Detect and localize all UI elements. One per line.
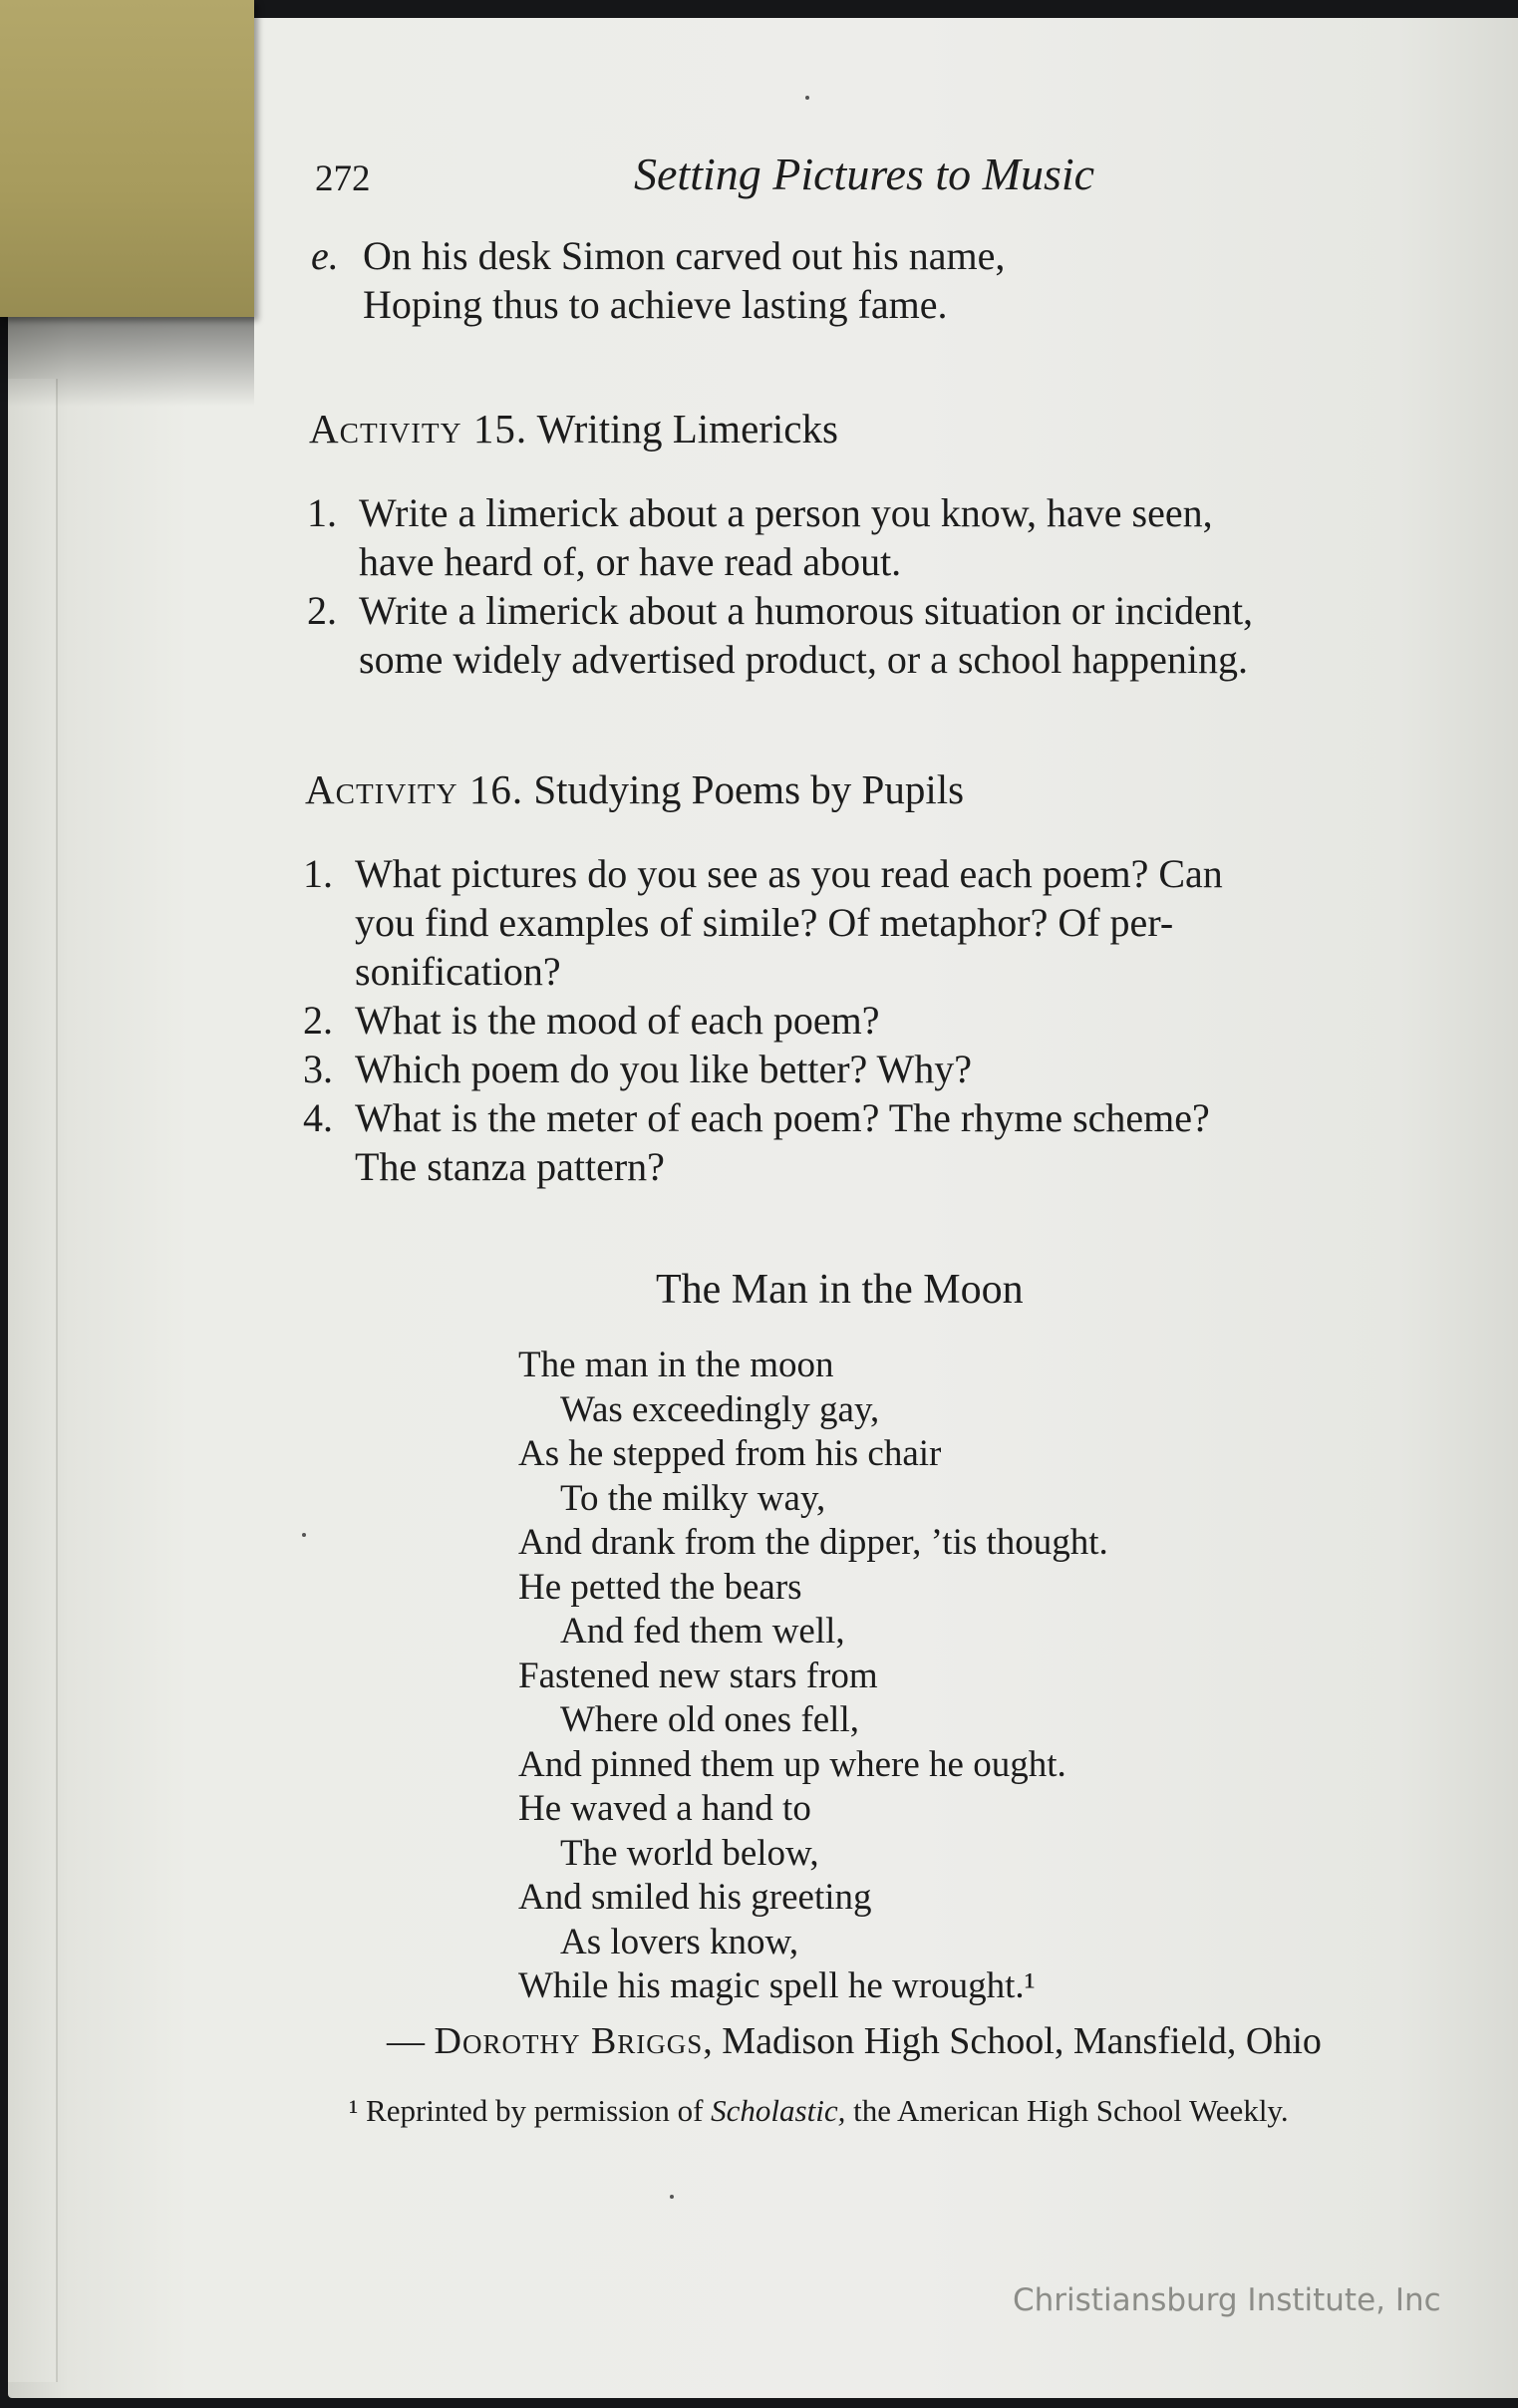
list-item: 4. What is the meter of each poem? The rhyme scheme? The stanza pattern?: [303, 1095, 1210, 1189]
activity-16-heading: [305, 765, 964, 813]
bookmark-shadow: [0, 317, 254, 407]
list-item: 1. What pictures do you see as you read each poem? Can you find examples of simile? Of metaphor? Of per- sonification?: [303, 851, 1223, 994]
dust-speck: [302, 1533, 306, 1537]
running-title: Setting Pictures to Music: [634, 149, 1095, 199]
footnote: ¹ Reprinted by permission of Scholastic, the American High School Weekly.: [349, 2093, 1289, 2128]
dust-speck: [805, 96, 809, 100]
poem-body: [518, 1344, 1108, 2009]
item-e-line-1: On his desk Simon carved out his name,: [363, 233, 1006, 278]
dust-speck: [670, 2195, 674, 2199]
list-item: 1. Write a limerick about a person you know, have seen, have heard of, or have read about.: [307, 490, 1213, 584]
activity-16-title: Studying Poems by Pupils: [533, 766, 965, 812]
list-item: 2. What is the mood of each poem?: [303, 998, 880, 1043]
poem-line: Where old ones fell,: [560, 1699, 859, 1740]
poem-line: As lovers know,: [560, 1921, 799, 1962]
poem-title: The Man in the Moon: [656, 1267, 1024, 1313]
poem-line: Was exceedingly gay,: [560, 1388, 880, 1430]
poem-line: The man in the moon: [518, 1345, 834, 1385]
watermark: Christiansburg Institute, Inc: [1013, 2282, 1441, 2318]
poem-line: And smiled his greeting: [518, 1877, 872, 1918]
publication-name: Scholastic,: [711, 2093, 846, 2128]
poem-line: And fed them well,: [560, 1611, 845, 1652]
item-e-line-2: Hoping thus to achieve lasting fame.: [363, 282, 948, 327]
activity-15-heading: [309, 405, 838, 452]
bookmark-strip: [0, 0, 254, 317]
page-number: 272: [315, 158, 371, 199]
poem-line: He waved a hand to: [518, 1788, 811, 1829]
activity-15-title: Writing Limericks: [536, 406, 838, 452]
poem-line: The world below,: [560, 1832, 819, 1874]
activity-16-list: [303, 849, 1469, 1191]
activity-15-label: Activity 15.: [309, 406, 528, 452]
activity-16-label: Activity 16.: [305, 766, 524, 812]
footnote-mark: ¹: [349, 2093, 359, 2128]
poem-line: And drank from the dipper, ’tis thought.: [518, 1522, 1108, 1563]
page-edge: [8, 379, 58, 2382]
poem-line: As he stepped from his chair: [518, 1433, 942, 1474]
poem-line: Fastened new stars from: [518, 1655, 878, 1696]
poem-line: He petted the bears: [518, 1566, 802, 1608]
activity-15-list: [307, 488, 1463, 684]
item-e: [311, 231, 1005, 329]
item-e-label: e.: [311, 233, 339, 278]
list-item: 2. Write a limerick about a humorous situation or incident, some widely advertised product, or a school happening.: [307, 588, 1254, 682]
poem-line: To the milky way,: [560, 1477, 826, 1519]
poem-line: While his magic spell he wrought.¹: [518, 1965, 1036, 2006]
list-item: 3. Which poem do you like better? Why?: [303, 1047, 973, 1091]
author-name: Dorothy Briggs: [434, 2020, 704, 2062]
poem-line: And pinned them up where he ought.: [518, 1743, 1066, 1785]
poem-attribution: — Dorothy Briggs, Madison High School, Mansfield, Ohio: [387, 2020, 1322, 2062]
